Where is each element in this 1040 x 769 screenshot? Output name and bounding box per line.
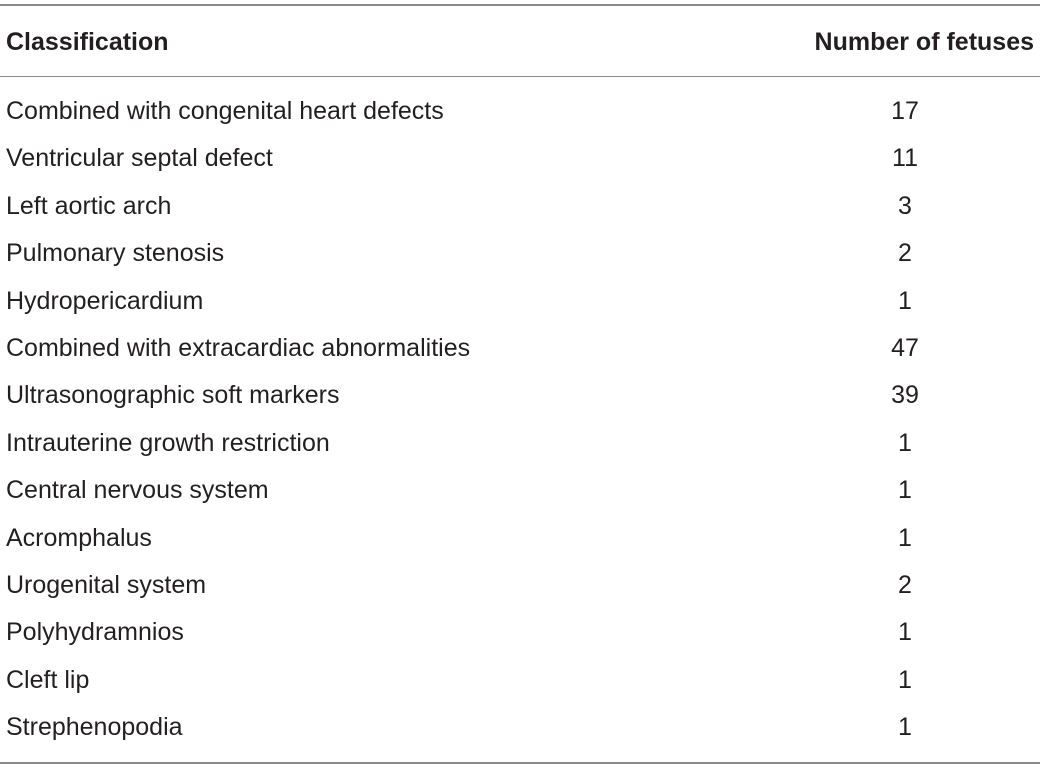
row-count: 2 <box>898 570 912 599</box>
table-row <box>0 657 1040 704</box>
table-row <box>0 515 1040 562</box>
table-row <box>0 278 1040 325</box>
table-row <box>0 183 1040 230</box>
table-top-rule <box>0 4 1040 6</box>
row-count: 1 <box>898 476 912 505</box>
row-count: 2 <box>898 239 912 268</box>
table-row <box>0 704 1040 751</box>
row-count: 1 <box>898 523 912 552</box>
row-count: 11 <box>892 144 918 173</box>
row-count: 1 <box>898 665 912 694</box>
row-classification: Combined with congenital heart defects <box>6 97 444 125</box>
header-classification: Classification <box>6 28 169 56</box>
row-classification: Pulmonary stenosis <box>6 239 225 268</box>
table-row <box>0 88 1040 135</box>
row-count: 1 <box>898 618 912 647</box>
table-row <box>0 609 1040 656</box>
row-classification: Hydropericardium <box>6 286 204 315</box>
header-number-of-fetuses: Number of fetuses <box>814 28 1034 56</box>
row-count: 47 <box>891 333 919 362</box>
table-row <box>0 325 1040 372</box>
row-classification: Ultrasonographic soft markers <box>6 381 340 410</box>
table-bottom-rule <box>0 762 1040 764</box>
row-count: 39 <box>891 381 919 410</box>
row-count: 17 <box>891 97 919 125</box>
row-count: 1 <box>898 286 912 315</box>
row-classification: Urogenital system <box>6 570 207 599</box>
table-row <box>0 230 1040 277</box>
table-header-row <box>0 22 1040 62</box>
row-classification: Central nervous system <box>6 476 269 505</box>
row-count: 1 <box>898 428 912 457</box>
table-header-rule <box>0 76 1040 77</box>
row-classification: Combined with extracardiac abnormalities <box>6 333 471 362</box>
row-classification: Left aortic arch <box>6 191 172 220</box>
row-count: 1 <box>898 713 912 742</box>
table-row <box>0 562 1040 609</box>
row-classification: Cleft lip <box>6 665 90 694</box>
row-classification: Ventricular septal defect <box>6 144 273 173</box>
row-classification: Acromphalus <box>6 523 152 552</box>
row-classification: Strephenopodia <box>6 713 183 742</box>
table-row <box>0 135 1040 182</box>
row-classification: Polyhydramnios <box>6 618 184 647</box>
row-classification: Intrauterine growth restriction <box>6 428 330 457</box>
table-row <box>0 372 1040 419</box>
table-body <box>0 88 1040 751</box>
table-row <box>0 420 1040 467</box>
table-row <box>0 467 1040 514</box>
row-count: 3 <box>898 191 912 220</box>
